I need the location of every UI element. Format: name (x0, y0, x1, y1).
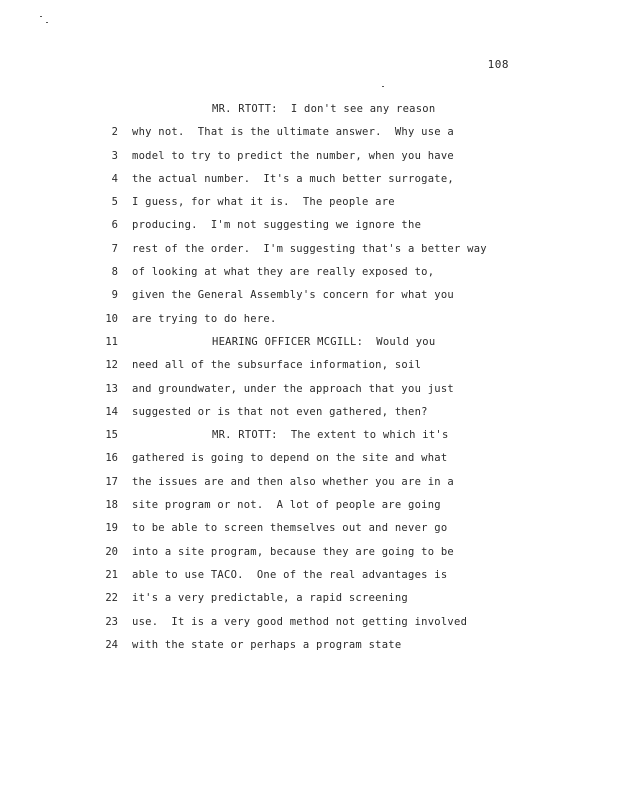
transcript-line (0, 634, 619, 657)
transcript-line (0, 494, 619, 517)
transcript-line (0, 564, 619, 587)
line-text: and groundwater, under the approach that you just (132, 382, 455, 395)
line-number: 17 (105, 475, 118, 488)
line-number: 18 (105, 499, 118, 512)
transcript-line (0, 261, 619, 284)
line-number: 2 (111, 126, 118, 139)
transcript-line (0, 447, 619, 470)
line-number: 16 (105, 452, 118, 465)
line-text: rest of the order. I'm suggesting that's a better way (132, 242, 487, 255)
line-text: with the state or perhaps a program state (132, 638, 402, 651)
line-text: model to try to predict the number, when you have (132, 149, 455, 162)
transcript-line (0, 331, 619, 354)
scan-speck (40, 16, 42, 17)
line-text: site program or not. A lot of people are going (132, 499, 441, 512)
line-text: MR. RTOTT: I don't see any reason (212, 103, 436, 115)
scan-speck (382, 86, 384, 87)
line-text: given the General Assembly's concern for what you (132, 289, 455, 302)
line-number: 7 (111, 242, 118, 255)
line-number: 3 (111, 149, 118, 162)
transcript-line (0, 121, 619, 144)
line-number: 23 (105, 615, 118, 628)
line-text: gathered is going to depend on the site and what (132, 452, 448, 465)
line-number: 6 (111, 219, 118, 232)
transcript-line (0, 587, 619, 610)
line-text: I guess, for what it is. The people are (132, 196, 395, 209)
transcript-line (0, 145, 619, 168)
line-number: 5 (111, 196, 118, 209)
transcript-line (0, 401, 619, 424)
line-number: 10 (105, 312, 118, 325)
line-text: to be able to screen themselves out and never go (132, 522, 448, 535)
line-text: the issues are and then also whether you are in a (132, 475, 455, 488)
line-text: are trying to do here. (132, 312, 277, 325)
transcript-line (0, 471, 619, 494)
line-text: HEARING OFFICER MCGILL: Would you (212, 335, 436, 348)
line-text: suggested or is that not even gathered, then? (132, 405, 428, 418)
line-text: producing. I'm not suggesting we ignore the (132, 219, 422, 232)
transcript-line (0, 541, 619, 564)
scan-speck (46, 22, 48, 23)
line-number: 8 (111, 266, 118, 279)
line-text: into a site program, because they are going to be (132, 545, 455, 558)
transcript-line (0, 214, 619, 237)
transcript-body (0, 98, 619, 657)
line-number: 12 (105, 359, 118, 372)
line-text: of looking at what they are really exposed to, (132, 266, 435, 279)
line-number: 14 (105, 405, 118, 418)
line-text: it's a very predictable, a rapid screening (132, 592, 409, 605)
transcript-line (0, 424, 619, 447)
transcript-line (0, 284, 619, 307)
line-number: 21 (105, 568, 118, 581)
transcript-line (0, 168, 619, 191)
transcript-line (0, 611, 619, 634)
line-text: use. It is a very good method not getting involved (132, 615, 468, 628)
transcript-line (0, 98, 619, 121)
line-text: MR. RTOTT: The extent to which it's (212, 429, 449, 442)
line-number: 13 (105, 382, 118, 395)
transcript-line (0, 354, 619, 377)
line-number: 11 (105, 335, 118, 348)
line-text: the actual number. It's a much better surrogate, (132, 172, 455, 185)
page-number: 108 (487, 58, 509, 71)
line-number: 22 (105, 592, 118, 605)
transcript-line (0, 378, 619, 401)
transcript-line (0, 238, 619, 261)
line-number: 9 (111, 289, 118, 302)
line-text: able to use TACO. One of the real advantages is (132, 568, 448, 581)
line-number: 4 (111, 172, 118, 185)
line-number: 20 (105, 545, 118, 558)
transcript-line (0, 517, 619, 540)
line-text: why not. That is the ultimate answer. Why use a (132, 126, 455, 139)
line-number: 15 (105, 429, 118, 442)
transcript-line (0, 191, 619, 214)
line-number: 24 (105, 638, 118, 651)
transcript-line (0, 308, 619, 331)
line-number: 19 (105, 522, 118, 535)
line-text: need all of the subsurface information, soil (132, 359, 422, 372)
